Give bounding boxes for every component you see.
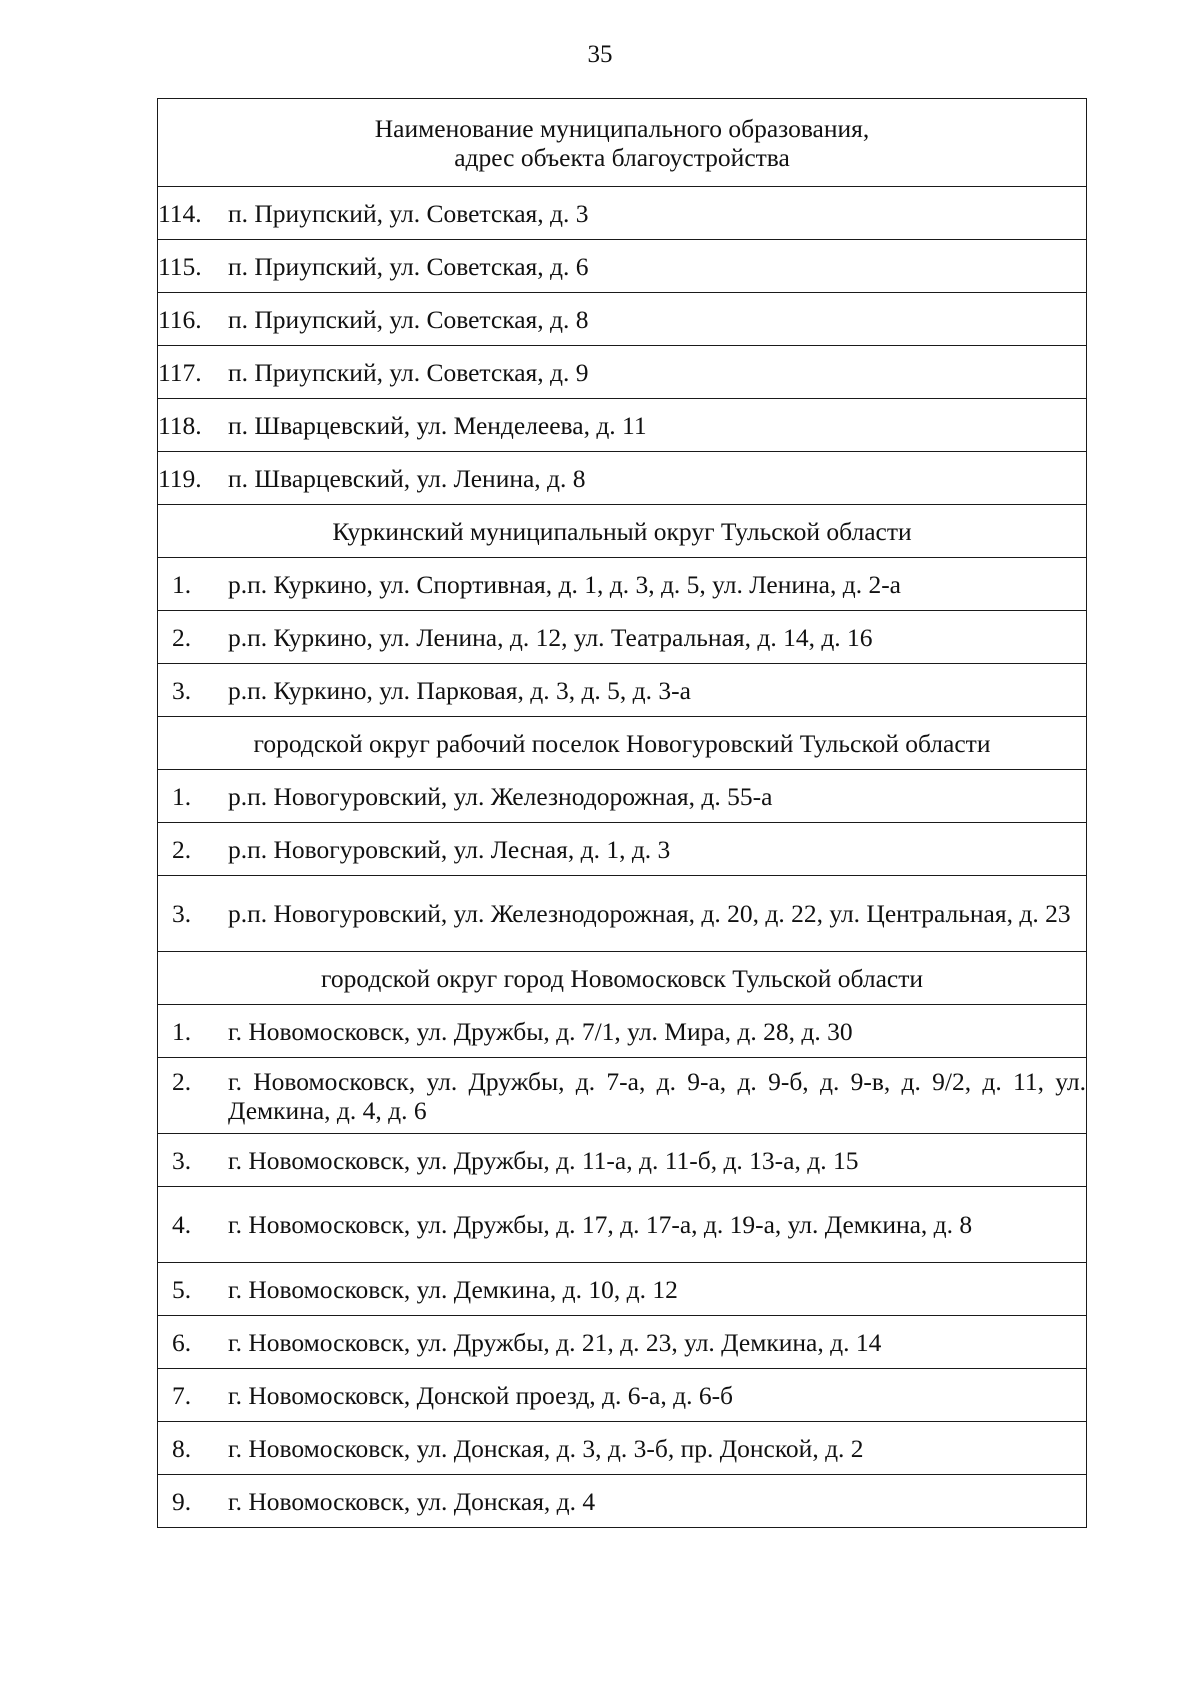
row-number: 117.	[158, 357, 202, 387]
row-number: 4.	[172, 1210, 192, 1239]
row-cell	[158, 770, 1087, 823]
row-number: 1.	[172, 569, 192, 599]
row-address: г. Новомосковск, ул. Донская, д. 3, д. 3-б, пр. Донской, д. 2	[228, 1433, 864, 1463]
row-address: п. Приупский, ул. Советская, д. 9	[228, 357, 589, 387]
table-row	[158, 1422, 1087, 1475]
row-cell	[158, 1058, 1087, 1134]
row-address: р.п. Новогуровский, ул. Железнодорожная, д. 20, д. 22, ул. Центральная, д. 23	[228, 899, 1071, 928]
row-number: 8.	[172, 1433, 192, 1463]
row-address: р.п. Куркино, ул. Парковая, д. 3, д. 5, д. 3-а	[228, 675, 691, 705]
table-row	[158, 1058, 1087, 1134]
row-address: п. Шварцевский, ул. Ленина, д. 8	[228, 463, 586, 493]
table-row	[158, 240, 1087, 293]
row-number: 2.	[172, 1066, 192, 1096]
row-number: 114.	[158, 198, 202, 228]
row-cell	[158, 346, 1087, 399]
row-number: 115.	[158, 251, 202, 281]
row-address: г. Новомосковск, ул. Дружбы, д. 17, д. 17-а, д. 19-а, ул. Демкина, д. 8	[228, 1210, 973, 1239]
row-address: р.п. Куркино, ул. Ленина, д. 12, ул. Театральная, д. 14, д. 16	[228, 622, 873, 652]
table-row	[158, 664, 1087, 717]
row-cell	[158, 399, 1087, 452]
row-number: 6.	[172, 1327, 192, 1357]
row-number: 9.	[172, 1486, 192, 1516]
row-cell	[158, 1187, 1087, 1263]
table-row	[158, 1369, 1087, 1422]
row-cell	[158, 187, 1087, 240]
table-row	[158, 770, 1087, 823]
table-row	[158, 1263, 1087, 1316]
row-cell	[158, 240, 1087, 293]
table-row	[158, 611, 1087, 664]
row-number: 3.	[172, 1145, 192, 1175]
row-address: г. Новомосковск, ул. Дружбы, д. 7-а, д. 9-а, д. 9-б, д. 9-в, д. 9/2, д. 11, ул. Демкина, д. 4, д. 6	[228, 1066, 1086, 1125]
page-number: 35	[587, 41, 613, 68]
table-row	[158, 1316, 1087, 1369]
row-number: 2.	[172, 622, 192, 652]
address-table	[157, 98, 1087, 1528]
table-header-cell	[158, 99, 1087, 187]
table-row	[158, 558, 1087, 611]
table-header-line-1: Наименование муниципального образования,	[374, 113, 870, 143]
section-header-row	[158, 952, 1087, 1005]
table-row	[158, 1005, 1087, 1058]
row-cell	[158, 611, 1087, 664]
row-cell	[158, 558, 1087, 611]
table-row	[158, 1134, 1087, 1187]
row-number: 7.	[172, 1380, 192, 1410]
row-address: г. Новомосковск, ул. Демкина, д. 10, д. 12	[228, 1274, 678, 1304]
row-number: 1.	[172, 1016, 192, 1046]
row-number: 1.	[172, 781, 192, 811]
table-row	[158, 346, 1087, 399]
row-number: 119.	[158, 463, 202, 493]
row-cell	[158, 1005, 1087, 1058]
row-cell	[158, 452, 1087, 505]
row-cell	[158, 664, 1087, 717]
row-cell	[158, 823, 1087, 876]
row-address: г. Новомосковск, ул. Дружбы, д. 21, д. 23, ул. Демкина, д. 14	[228, 1327, 882, 1357]
section-title: Куркинский муниципальный округ Тульской области	[158, 505, 1087, 558]
row-address: г. Новомосковск, ул. Дружбы, д. 11-а, д. 11-б, д. 13-а, д. 15	[228, 1145, 859, 1175]
row-number: 118.	[158, 410, 202, 440]
row-address: р.п. Новогуровский, ул. Лесная, д. 1, д. 3	[228, 834, 671, 864]
row-number: 116.	[158, 304, 202, 334]
table-row	[158, 823, 1087, 876]
row-number: 5.	[172, 1274, 192, 1304]
table-header-row	[158, 99, 1087, 187]
row-cell	[158, 1134, 1087, 1187]
row-cell	[158, 293, 1087, 346]
row-number: 3.	[172, 675, 192, 705]
section-header-row	[158, 717, 1087, 770]
row-number: 3.	[172, 899, 192, 928]
table-row	[158, 399, 1087, 452]
table-row	[158, 187, 1087, 240]
row-cell	[158, 1369, 1087, 1422]
row-address: п. Приупский, ул. Советская, д. 8	[228, 304, 589, 334]
table-row	[158, 1475, 1087, 1528]
row-cell	[158, 1475, 1087, 1528]
section-title: городской округ город Новомосковск Тульской области	[158, 952, 1087, 1005]
section-header-row	[158, 505, 1087, 558]
row-address: г. Новомосковск, ул. Дружбы, д. 7/1, ул. Мира, д. 28, д. 30	[228, 1016, 853, 1046]
table-row	[158, 1187, 1087, 1263]
row-address: п. Приупский, ул. Советская, д. 3	[228, 198, 589, 228]
section-title: городской округ рабочий поселок Новогуровский Тульской области	[158, 717, 1087, 770]
table-row	[158, 452, 1087, 505]
row-address: г. Новомосковск, Донской проезд, д. 6-а, д. 6-б	[228, 1380, 734, 1410]
row-address: п. Шварцевский, ул. Менделеева, д. 11	[228, 410, 647, 440]
row-number: 2.	[172, 834, 192, 864]
row-address: п. Приупский, ул. Советская, д. 6	[228, 251, 589, 281]
table-header-line-2: адрес объекта благоустройства	[454, 142, 790, 172]
row-cell	[158, 1263, 1087, 1316]
table-row	[158, 876, 1087, 952]
row-address: р.п. Новогуровский, ул. Железнодорожная, д. 55-а	[228, 781, 773, 811]
row-address: р.п. Куркино, ул. Спортивная, д. 1, д. 3, д. 5, ул. Ленина, д. 2-а	[228, 569, 901, 599]
row-address: г. Новомосковск, ул. Донская, д. 4	[228, 1486, 596, 1516]
row-cell	[158, 1316, 1087, 1369]
row-cell	[158, 876, 1087, 952]
table-row	[158, 293, 1087, 346]
row-cell	[158, 1422, 1087, 1475]
